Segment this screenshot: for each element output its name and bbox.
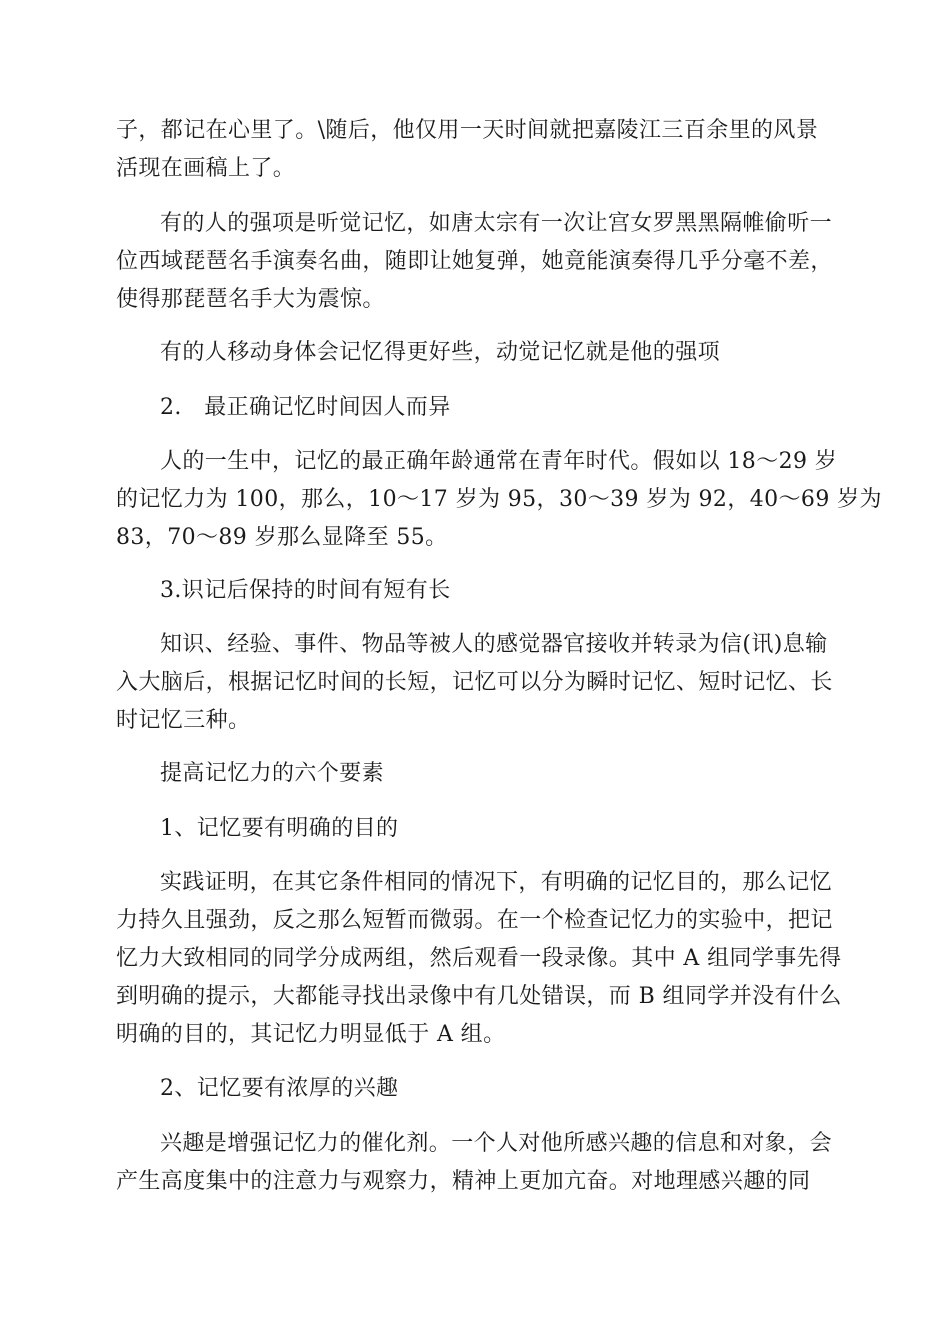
text-line: 位西域琵琶名手演奏名曲，随即让她复弹，她竟能演奏得几乎分毫不差，	[116, 249, 833, 274]
text-line: 子，都记在心里了。\随后，他仅用一天时间就把嘉陵江三百余里的风景	[116, 118, 819, 143]
text-line: 产生高度集中的注意力与观察力，精神上更加亢奋。对地理感兴趣的同	[116, 1169, 811, 1194]
paragraph-kinesthetic-memory	[116, 334, 836, 372]
heading-strong-interest	[116, 1070, 836, 1108]
text-line: 时记忆三种。	[116, 708, 251, 733]
paragraph-auditory-memory	[116, 205, 836, 319]
text-line: 83，70～89 岁那么显降至 55。	[116, 525, 448, 550]
text-line: 实践证明，在其它条件相同的情况下，有明确的记忆目的，那么记忆	[160, 870, 833, 895]
heading-retention-time	[116, 572, 836, 610]
text-line: 到明确的提示，大都能寻找出录像中有几处错误，而 B 组同学并没有什么	[116, 984, 842, 1009]
text-line: 有的人的强项是听觉记忆，如唐太宗有一次让宫女罗黑黑隔帷偷听一	[160, 211, 833, 236]
text-line: 兴趣是增强记忆力的催化剂。一个人对他所感兴趣的信息和对象，会	[160, 1131, 833, 1156]
heading-best-memory-time	[116, 389, 836, 427]
section-heading: 提高记忆力的六个要素	[160, 761, 385, 786]
section-heading: 1、记忆要有明确的目的	[160, 816, 399, 841]
section-heading: 2、记忆要有浓厚的兴趣	[160, 1076, 399, 1101]
section-heading: 2. 最正确记忆时间因人而异	[160, 395, 451, 420]
text-line: 明确的目的，其记忆力明显低于 A 组。	[116, 1022, 506, 1047]
text-line: 入大脑后，根据记忆时间的长短，记忆可以分为瞬时记忆、短时记忆、长	[116, 670, 833, 695]
section-heading: 3.识记后保持的时间有短有长	[160, 578, 451, 603]
paragraph-scene-memory	[116, 112, 836, 188]
text-line: 有的人移动身体会记忆得更好些，动觉记忆就是他的强项	[160, 340, 721, 365]
paragraph-clear-purpose	[116, 864, 842, 1054]
text-line: 知识、经验、事件、物品等被人的感觉器官接收并转录为信(讯)息输	[160, 632, 828, 657]
text-line: 使得那琵琶名手大为震惊。	[116, 287, 385, 312]
text-line: 的记忆力为 100，那么，10～17 岁为 95，30～39 岁为 92，40～69 岁为	[116, 487, 882, 512]
paragraph-memory-age	[116, 443, 882, 557]
text-line: 力持久且强劲，反之那么短暂而微弱。在一个检查记忆力的实验中，把记	[116, 908, 833, 933]
text-line: 人的一生中，记忆的最正确年龄通常在青年时代。假如以 18～29 岁	[160, 449, 838, 474]
paragraph-strong-interest	[116, 1125, 836, 1201]
text-line: 忆力大致相同的同学分成两组，然后观看一段录像。其中 A 组同学事先得	[116, 946, 842, 971]
heading-clear-purpose	[116, 810, 836, 848]
heading-six-factors	[116, 755, 836, 793]
text-line: 活现在画稿上了。	[116, 156, 296, 181]
paragraph-memory-types	[116, 626, 836, 740]
